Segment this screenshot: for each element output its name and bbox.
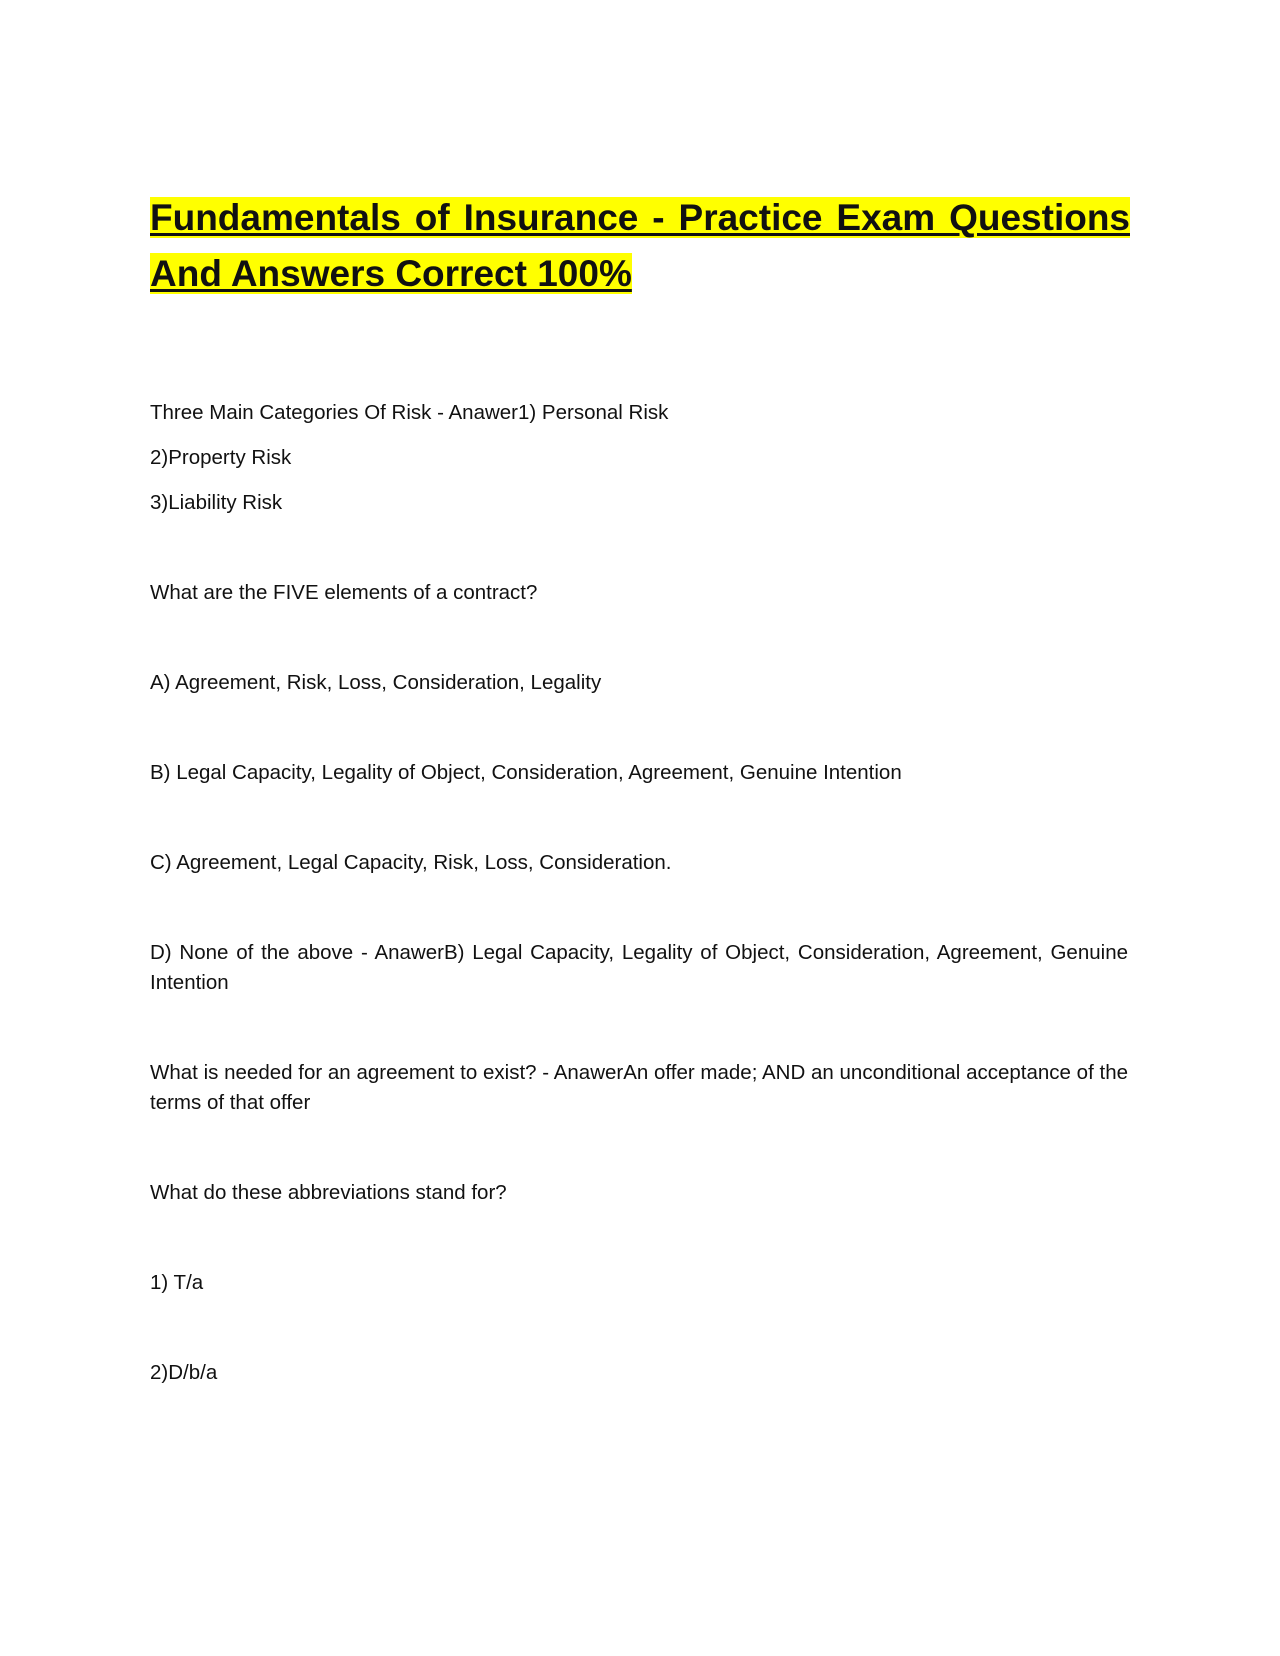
- document-title-text: Fundamentals of Insurance - Practice Exam Questions And Answers Correct 100%: [150, 197, 1130, 294]
- paragraph-option-a: A) Agreement, Risk, Loss, Consideration, Legality: [150, 671, 602, 694]
- paragraph-agreement-answer: What is needed for an agreement to exist? - AnawerAn offer made; AND an unconditional acceptance of the terms of that offer: [150, 1061, 1128, 1114]
- paragraph-option-d-answer: D) None of the above - AnawerB) Legal Capacity, Legality of Object, Consideration, Agreement, Genuine Intention: [150, 941, 1128, 994]
- paragraph-property-risk: 2)Property Risk: [150, 446, 292, 469]
- document-page: [150, 0, 1130, 1656]
- paragraph-abbreviations-question: What do these abbreviations stand for?: [150, 1181, 507, 1204]
- document-title: [150, 190, 1130, 302]
- paragraph-abbreviation-dba: 2)D/b/a: [150, 1361, 218, 1384]
- paragraph-liability-risk: 3)Liability Risk: [150, 491, 283, 514]
- paragraph-risk-categories: Three Main Categories Of Risk - Anawer1) Personal Risk: [150, 401, 669, 424]
- paragraph-option-c: C) Agreement, Legal Capacity, Risk, Loss, Consideration.: [150, 851, 672, 874]
- paragraph-contract-question: What are the FIVE elements of a contract?: [150, 581, 538, 604]
- paragraph-option-b: B) Legal Capacity, Legality of Object, Consideration, Agreement, Genuine Intention: [150, 761, 902, 784]
- paragraph-abbreviation-ta: 1) T/a: [150, 1271, 204, 1294]
